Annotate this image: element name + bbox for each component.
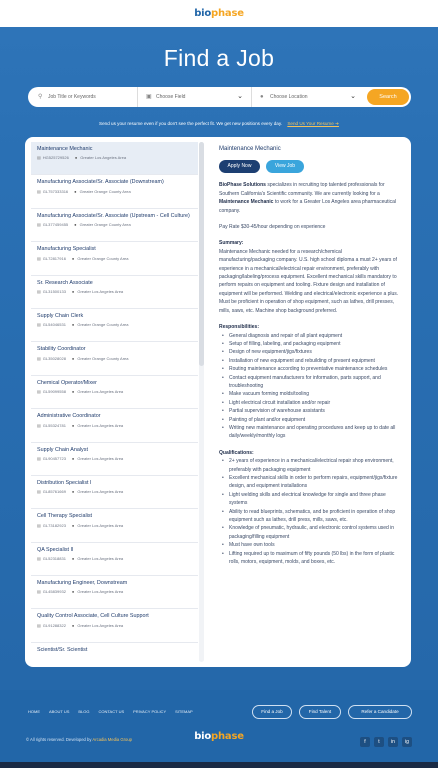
send-resume-link[interactable]: Send Us Your Resume ➔ — [287, 121, 339, 126]
responsibility-item: • Contact equipment manufacturers for information, parts support, and troubleshooting — [219, 374, 399, 391]
location-pin-icon: ● — [71, 322, 75, 328]
job-list-item[interactable] — [31, 175, 198, 208]
job-ref: GL31500133 — [42, 288, 66, 294]
briefcase-icon: ▣ — [146, 94, 152, 100]
job-meta — [37, 189, 192, 194]
job-title: Stability Coordinator — [37, 346, 86, 353]
detail-title: Maintenance Mechanic — [219, 146, 281, 152]
job-ref: GL90457723 — [42, 455, 66, 461]
detail-intro: BioPhase Solutions specializes in recruiting top talented professionals for Southern California's Scientific community. We are currently looking for a Maintenance Mechanic to work for a Greater Los Angeles area pharmaceutical company. — [219, 182, 397, 214]
chevron-down-icon: ⌄ — [237, 93, 243, 100]
footer-logo[interactable]: biophase — [194, 731, 244, 742]
location-pin-icon: ● — [71, 455, 75, 461]
job-location: Greater Los Angeles Area — [77, 489, 124, 495]
top-bar — [0, 0, 438, 27]
job-location: Greater Los Angeles Area — [77, 522, 124, 528]
job-title: Administrative Coordinator — [37, 413, 101, 420]
qualification-item: • Light welding skills and electrical knowledge for single and three phase systems — [219, 491, 399, 508]
qualification-item: • Knowledge of pneumatic, hydraulic, and electronic control systems used in packaging/filling equipment — [219, 524, 399, 541]
linkedin-icon[interactable]: in — [388, 737, 398, 747]
id-icon: ▤ — [37, 589, 41, 595]
responsibility-item: • General diagnosis and repair of all plant equipment — [219, 332, 399, 340]
location-pin-icon: ● — [71, 522, 75, 528]
job-list-item[interactable] — [31, 309, 198, 342]
job-location: Greater Orange County Area — [79, 188, 131, 194]
footer-nav-link[interactable]: PRIVACY POLICY — [133, 709, 167, 714]
location-select[interactable] — [252, 87, 364, 107]
responsibility-item: • Light electrical circuit installation and/or repair — [219, 399, 399, 407]
footer-nav-link[interactable]: CONTACT US — [98, 709, 125, 714]
summary-text: Maintenance Mechanic needed for a research/chemical manufacturing/packaging company. U.S. high school diploma a must 2+ years of experience in a mechanical/electrical repair environment, preferably with packaging/labeling/process equipment. Excellent mechanical skills mandatory to perform repairs on equipment and tooling. Fixture design and installation of equipment will be performed. Welding and electrical/electronic experience a plus. Must be proficient in operation of shop equipment, such as lathes, drill presses, mills, saws, etc. Machine shop background preferred. — [219, 248, 399, 314]
job-title: Manufacturing Specialist — [37, 246, 96, 253]
job-title: Chemical Operator/Mixer — [37, 379, 97, 386]
job-title: Manufacturing Engineer, Downstream — [37, 580, 128, 587]
keyword-input[interactable] — [28, 87, 138, 107]
copyright: © All rights reserved. Developed by Arcadia Media Group — [26, 737, 132, 742]
job-title: Scientist/Sr. Scientist — [37, 646, 88, 653]
job-meta — [37, 356, 192, 361]
responsibility-item: • Writing new maintenance and operating procedures and keep up to date all daily/weekly/monthly logs — [219, 424, 399, 441]
job-list-scrollbar[interactable] — [199, 142, 204, 662]
summary-heading: Summary: — [219, 240, 244, 247]
job-ref: GL54046531 — [42, 322, 66, 328]
job-title: Distribution Specialist I — [37, 479, 92, 486]
job-title: Manufacturing Associate/Sr. Associate (Downstream) — [37, 179, 164, 186]
job-list-item[interactable] — [31, 443, 198, 476]
jobs-panel — [25, 137, 411, 667]
id-icon: ▤ — [37, 522, 41, 528]
developer-link[interactable]: Arcadia Media Group — [92, 737, 132, 742]
qualification-item: • Ability to read blueprints, schematics, and be proficient in operation of shop equipment such as lathes, drill press, mills, saws, etc. — [219, 508, 399, 525]
responsibility-item: • Partial supervision of warehouse assistants — [219, 407, 399, 415]
job-title: Supply Chain Clerk — [37, 312, 84, 319]
job-location: Greater Los Angeles Area — [77, 422, 124, 428]
job-ref: GL91288322 — [42, 622, 66, 628]
job-ref: GL377459455 — [42, 222, 69, 228]
footer-nav-link[interactable]: HOME — [28, 709, 40, 714]
qualifications-list — [219, 457, 399, 566]
job-location: Greater Los Angeles Area — [80, 155, 127, 161]
job-ref: GL52318831 — [42, 556, 66, 562]
resume-note-text: Send us your resume even if you don't see the perfect fit. We get new positions every day. — [99, 121, 283, 126]
location-pin-icon: ● — [71, 355, 75, 361]
responsibility-item: • Setup of filling, labeling, and packaging equipment — [219, 340, 399, 348]
detail-pay: Pay Rate $30-45/hour depending on experience — [219, 224, 326, 231]
footer-refer-candidate-button[interactable]: Refer a Candidate — [348, 705, 412, 719]
job-location: Greater Los Angeles Area — [77, 455, 124, 461]
job-location: Greater Orange County Area — [77, 255, 129, 261]
location-pin-icon: ● — [71, 589, 75, 595]
job-list-item[interactable] — [31, 242, 198, 275]
job-meta — [37, 155, 192, 160]
job-location: Greater Los Angeles Area — [77, 556, 124, 562]
job-list-item[interactable] — [31, 376, 198, 409]
qualifications-heading: Qualifications: — [219, 449, 254, 456]
apply-now-button[interactable]: Apply Now — [219, 160, 260, 173]
chevron-down-icon: ⌄ — [350, 93, 356, 100]
bottom-strip — [0, 762, 438, 768]
instagram-icon[interactable]: ig — [402, 737, 412, 747]
job-list-item[interactable] — [31, 342, 198, 375]
search-bar — [28, 87, 411, 107]
footer-nav-link[interactable]: BLOG — [78, 709, 90, 714]
footer-nav-link[interactable]: ABOUT US — [49, 709, 70, 714]
job-location: Greater Los Angeles Area — [77, 589, 124, 595]
location-pin-icon: ● — [71, 556, 75, 562]
job-list-item[interactable] — [31, 643, 198, 662]
job-list-item[interactable] — [31, 209, 198, 242]
id-icon: ▤ — [37, 155, 41, 161]
job-list-item[interactable] — [31, 276, 198, 309]
job-list-item[interactable] — [31, 543, 198, 576]
job-title: Manufacturing Associate/Sr. Associate (Upstream - Cell Culture) — [37, 212, 190, 219]
job-title: Cell Therapy Specialist — [37, 513, 93, 520]
responsibility-item: • Installation of new equipment and rebuilding of present equipment — [219, 357, 399, 365]
job-location: Greater Orange County Area — [77, 355, 129, 361]
responsibility-item: • Make vacuum forming molds/tooling — [219, 390, 399, 398]
footer-nav-link[interactable]: SITEMAP — [175, 709, 193, 714]
job-meta — [37, 489, 192, 494]
job-meta — [37, 556, 192, 561]
job-title: Maintenance Mechanic — [37, 146, 93, 152]
site-logo[interactable]: biophase — [194, 8, 244, 19]
job-ref: HG525729526 — [42, 155, 69, 161]
job-meta — [37, 623, 192, 628]
id-icon: ▤ — [37, 389, 41, 395]
job-list-item[interactable] — [31, 576, 198, 609]
job-ref: GL35028028 — [42, 355, 66, 361]
location-pin-icon: ● — [71, 622, 75, 628]
responsibilities-list — [219, 332, 399, 441]
job-location: Greater Los Angeles Area — [77, 389, 124, 395]
job-ref: GL59099558 — [42, 389, 66, 395]
scrollbar-thumb[interactable] — [199, 142, 204, 366]
location-pin-icon: ● — [71, 255, 75, 261]
social-links — [360, 737, 412, 747]
job-location: Greater Orange County Area — [77, 322, 129, 328]
job-list-item[interactable] — [31, 409, 198, 442]
id-icon: ▤ — [37, 622, 41, 628]
responsibilities-heading: Responsibilities: — [219, 324, 260, 331]
footer-buttons — [252, 705, 412, 719]
location-pin-icon: ● — [74, 155, 78, 161]
job-ref: GL45839932 — [42, 589, 66, 595]
job-list-item[interactable] — [31, 509, 198, 542]
id-icon: ▤ — [37, 455, 41, 461]
id-icon: ▤ — [37, 355, 41, 361]
page-title: Find a Job — [163, 45, 275, 71]
location-pin-icon: ● — [74, 222, 77, 228]
responsibility-item: • Painting of plant and/or equipment — [219, 416, 399, 424]
footer-nav — [28, 709, 193, 714]
job-list[interactable] — [31, 142, 198, 662]
job-meta — [37, 456, 192, 461]
qualification-item: • Lifting required up to maximum of fifty pounds (50 lbs) in the form of plastic rolls, motors, equipment, molds, and boxes, etc. — [219, 550, 399, 567]
id-icon: ▤ — [37, 255, 41, 261]
job-ref: GL85761669 — [42, 489, 66, 495]
field-select[interactable] — [138, 87, 252, 107]
job-meta — [37, 523, 192, 528]
footer-find-talent-button[interactable]: Find Talent — [299, 705, 341, 719]
location-pin-icon: ● — [71, 422, 75, 428]
id-icon: ▤ — [37, 422, 41, 428]
qualification-item: • Excellent mechanical skills in order to perform repairs, equipment/jigs/fixture design, and equipment installations — [219, 474, 399, 491]
id-icon: ▤ — [37, 489, 41, 495]
job-ref: GL72817916 — [42, 255, 66, 261]
location-placeholder: Choose Location — [270, 94, 308, 100]
job-location: Greater Los Angeles Area — [77, 622, 124, 628]
job-meta — [37, 389, 192, 394]
job-detail — [219, 142, 399, 662]
responsibility-item: • Routing maintenance according to preventative maintenance schedules — [219, 365, 399, 373]
job-meta — [37, 289, 192, 294]
location-pin-icon: ● — [71, 288, 75, 294]
location-pin-icon: ● — [74, 188, 77, 194]
job-title: QA Specialist II — [37, 546, 74, 553]
responsibility-item: • Design of new equipment/jigs/fixtures — [219, 348, 399, 356]
search-button[interactable]: Search — [367, 89, 409, 105]
job-list-item[interactable] — [31, 142, 198, 175]
job-meta — [37, 322, 192, 327]
facebook-icon[interactable]: f — [360, 737, 370, 747]
id-icon: ▤ — [37, 222, 41, 228]
search-icon: ⚲ — [38, 94, 43, 100]
job-title: Quality Control Associate, Cell Culture Support — [37, 613, 149, 620]
id-icon: ▤ — [37, 288, 41, 294]
job-list-item[interactable] — [31, 609, 198, 642]
job-location: Greater Los Angeles Area — [77, 288, 124, 294]
footer — [0, 690, 438, 768]
keyword-placeholder: Job Title or Keywords — [48, 94, 96, 100]
job-location: Greater Orange County Area — [79, 222, 131, 228]
job-meta — [37, 589, 192, 594]
job-meta — [37, 423, 192, 428]
id-icon: ▤ — [37, 188, 41, 194]
job-meta — [37, 222, 192, 227]
job-ref: GL757333316 — [42, 188, 69, 194]
footer-find-job-button[interactable]: Find a Job — [252, 705, 292, 719]
job-list-item[interactable] — [31, 476, 198, 509]
location-pin-icon: ● — [260, 94, 264, 100]
location-pin-icon: ● — [71, 489, 75, 495]
id-icon: ▤ — [37, 556, 41, 562]
twitter-icon[interactable]: t — [374, 737, 384, 747]
location-pin-icon: ● — [71, 389, 75, 395]
job-ref: GL73182923 — [42, 522, 66, 528]
resume-note — [0, 121, 438, 127]
id-icon: ▤ — [37, 322, 41, 328]
job-meta — [37, 256, 192, 261]
job-title: Supply Chain Analyst — [37, 446, 88, 453]
job-title: Sr. Research Associate — [37, 279, 93, 286]
qualification-item: • 2+ years of experience in a mechanical/electrical repair shop environment, preferably with packaging equipment — [219, 457, 399, 474]
field-placeholder: Choose Field — [156, 94, 186, 100]
job-ref: GL55324781 — [42, 422, 66, 428]
qualification-item: • Must have own tools — [219, 541, 399, 549]
view-job-button[interactable]: View Job — [266, 160, 304, 173]
